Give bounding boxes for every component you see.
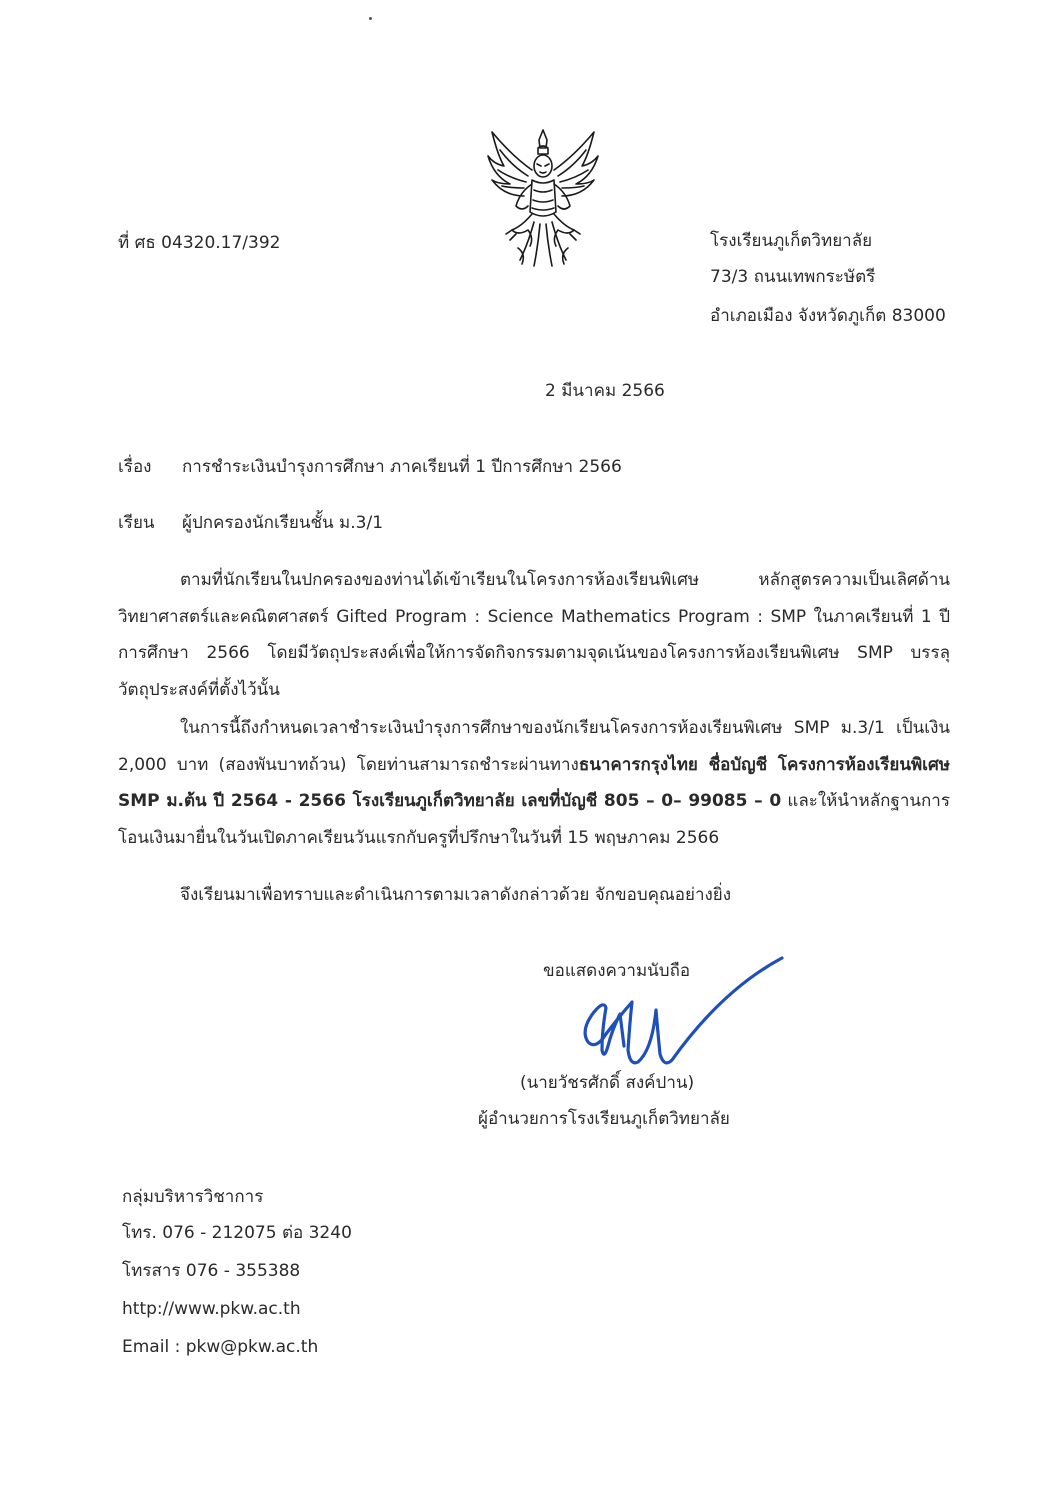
closing-sentence: จึงเรียนมาเพื่อทราบและดำเนินการตามเวลาดังกล่าวด้วย จักขอบคุณอย่างยิ่ง [180,885,732,905]
recipient-label: เรียน [118,513,155,533]
address-line-1: 73/3 ถนนเทพกระษัตรี [710,267,876,287]
scan-speck [369,17,372,20]
recipient-text: ผู้ปกครองนักเรียนชั้น ม.3/1 [182,513,384,533]
body-paragraph-1 [118,562,950,708]
signatory-position: ผู้อำนวยการโรงเรียนภูเก็ตวิทยาลัย [478,1109,730,1129]
body-paragraph-1-text: ตามที่นักเรียนในปกครองของท่านได้เข้าเรียนในโครงการห้องเรียนพิเศษ หลักสูตรความเป็นเลิศด้านวิทยาศาสตร์และคณิตศาสตร์ Gifted Program : Science Mathematics Program : SMP ในภาคเรียนที่ 1 ปีการศึกษา 2566 โดยมีวัตถุประสงค์เพื่อให้การจัดกิจกรรมตามจุดเน้นของโครงการห้องเรียนพิเศษ SMP บรรลุวัตถุประสงค์ที่ตั้งไว้นั้น [118,570,950,700]
body-paragraph-2 [118,710,950,856]
signatory-name: (นายวัชรศักดิ์ สงค์ปาน) [520,1073,695,1093]
footer-fax: โทรสาร 076 - 355388 [122,1261,301,1281]
handwritten-signature [572,950,792,1070]
body-paragraph-2-text-b: และให้นำหลักฐานการโอนเงินมายื่นในวันเปิดภาคเรียนวันแรกกับครูที่ปรึกษาในวันที่ 15 พฤษภาคม 2566 [118,791,950,848]
garuda-emblem-icon [482,126,604,268]
letter-date: 2 มีนาคม 2566 [545,381,665,401]
footer-phone: โทร. 076 - 212075 ต่อ 3240 [122,1223,352,1243]
signature-salutation: ขอแสดงความนับถือ [543,961,691,981]
address-line-2: อำเภอเมือง จังหวัดภูเก็ต 83000 [710,306,946,326]
subject-text: การชำระเงินบำรุงการศึกษา ภาคเรียนที่ 1 ปีการศึกษา 2566 [182,457,622,477]
footer-website: http://www.pkw.ac.th [122,1299,301,1319]
footer-email: Email : pkw@pkw.ac.th [122,1337,319,1357]
subject-label: เรื่อง [118,457,152,477]
bank-account-details: ธนาคารกรุงไทย ชื่อบัญชี โครงการห้องเรียนพิเศษ SMP ม.ต้น ปี 2564 - 2566 โรงเรียนภูเก็ตวิทยาลัย เลขที่บัญชี 805 – 0– 99085 – 0 [118,754,950,811]
footer-department: กลุ่มบริหารวิชาการ [122,1187,264,1207]
body-paragraph-2-text-a: ในการนี้ถึงกำหนดเวลาชำระเงินบำรุงการศึกษาของนักเรียนโครงการห้องเรียนพิเศษ SMP ม.3/1 เป็นเงิน 2,000 บาท (สองพันบาทถ้วน) โดยท่านสามารถชำระผ่านทาง [118,718,950,775]
reference-number: ที่ ศธ 04320.17/392 [118,233,281,253]
school-name: โรงเรียนภูเก็ตวิทยาลัย [710,231,873,251]
